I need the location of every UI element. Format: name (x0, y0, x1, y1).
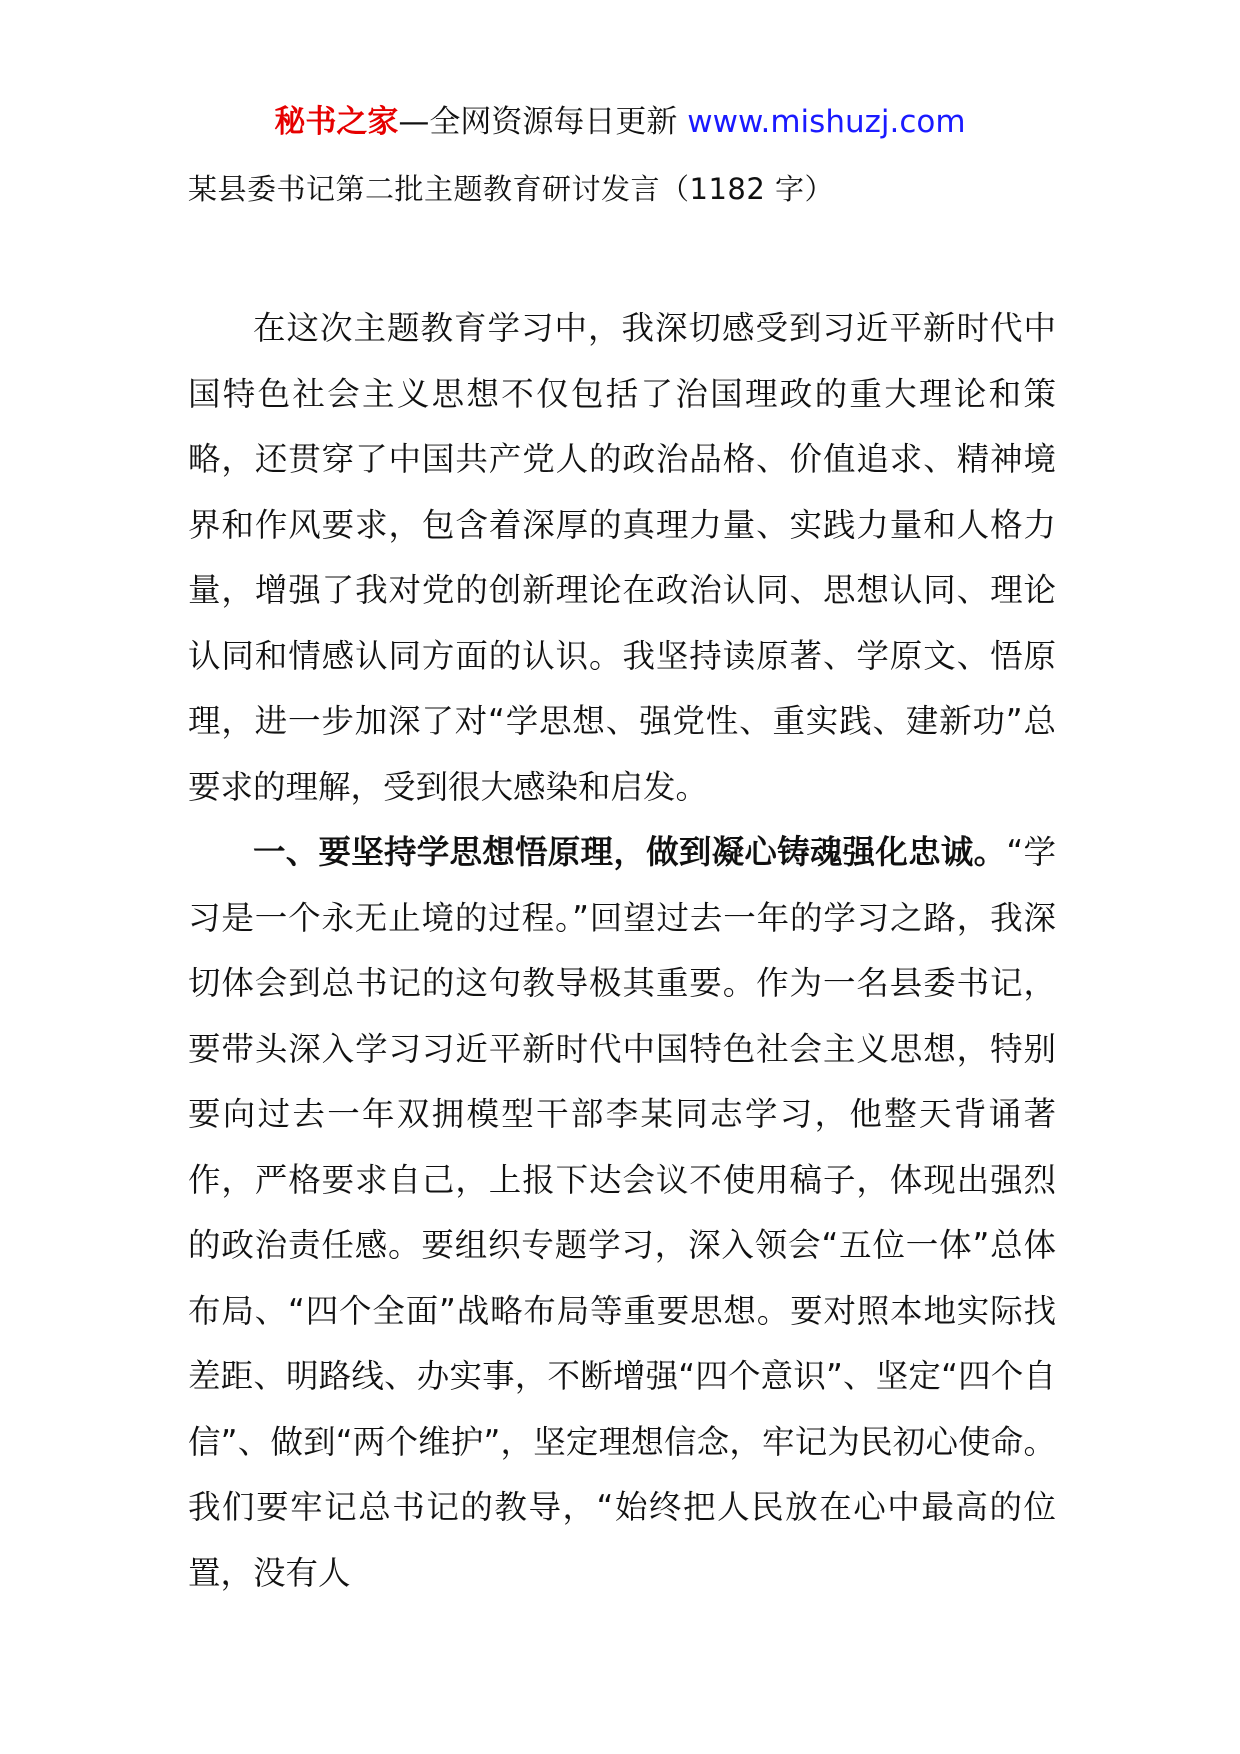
site-url-link[interactable]: www.mishuzj.com (687, 104, 966, 140)
brand-name: 秘书之家 (274, 104, 399, 140)
document-body (188, 296, 1056, 1606)
intro-paragraph: 在这次主题教育学习中，我深切感受到习近平新时代中国特色社会主义思想不仅包括了治国理政的重大理论和策略，还贯穿了中国共产党人的政治品格、价值追求、精神境界和作风要求，包含着深厚的真理力量、实践力量和人格力量，增强了我对党的创新理论在政治认同、思想认同、理论认同和情感认同方面的认识。我坚持读原著、学原文、悟原理，进一步加深了对“学思想、强党性、重实践、建新功”总要求的理解，受到很大感染和启发。 (188, 309, 1056, 806)
document-title: 某县委书记第二批主题教育研讨发言（1182 字） (188, 172, 835, 206)
section-1-body: “学习是一个永无止境的过程。”回望过去一年的学习之路，我深切体会到总书记的这句教导极其重要。作为一名县委书记，要带头深入学习习近平新时代中国特色社会主义思想，特别要向过去一年双拥模型干部李某同志学习，他整天背诵著作，严格要求自己，上报下达会议不使用稿子，体现出强烈的政治责任感。要组织专题学习，深入领会“五位一体”总体布局、“四个全面”战略布局等重要思想。要对照本地实际找差距、明路线、办实事，不断增强“四个意识”、坚定“四个自信”、做到“两个维护”，坚定理想信念，牢记为民初心使命。我们要牢记总书记的教导，“始终把人民放在心中最高的位置，没有人 (188, 833, 1056, 1592)
page-header (0, 100, 1240, 144)
section-1-heading: 一、要坚持学思想悟原理，做到凝心铸魂强化忠诚。 (253, 833, 1007, 871)
section-1-paragraph (188, 820, 1056, 1606)
header-tagline: —全网资源每日更新 (398, 104, 688, 140)
